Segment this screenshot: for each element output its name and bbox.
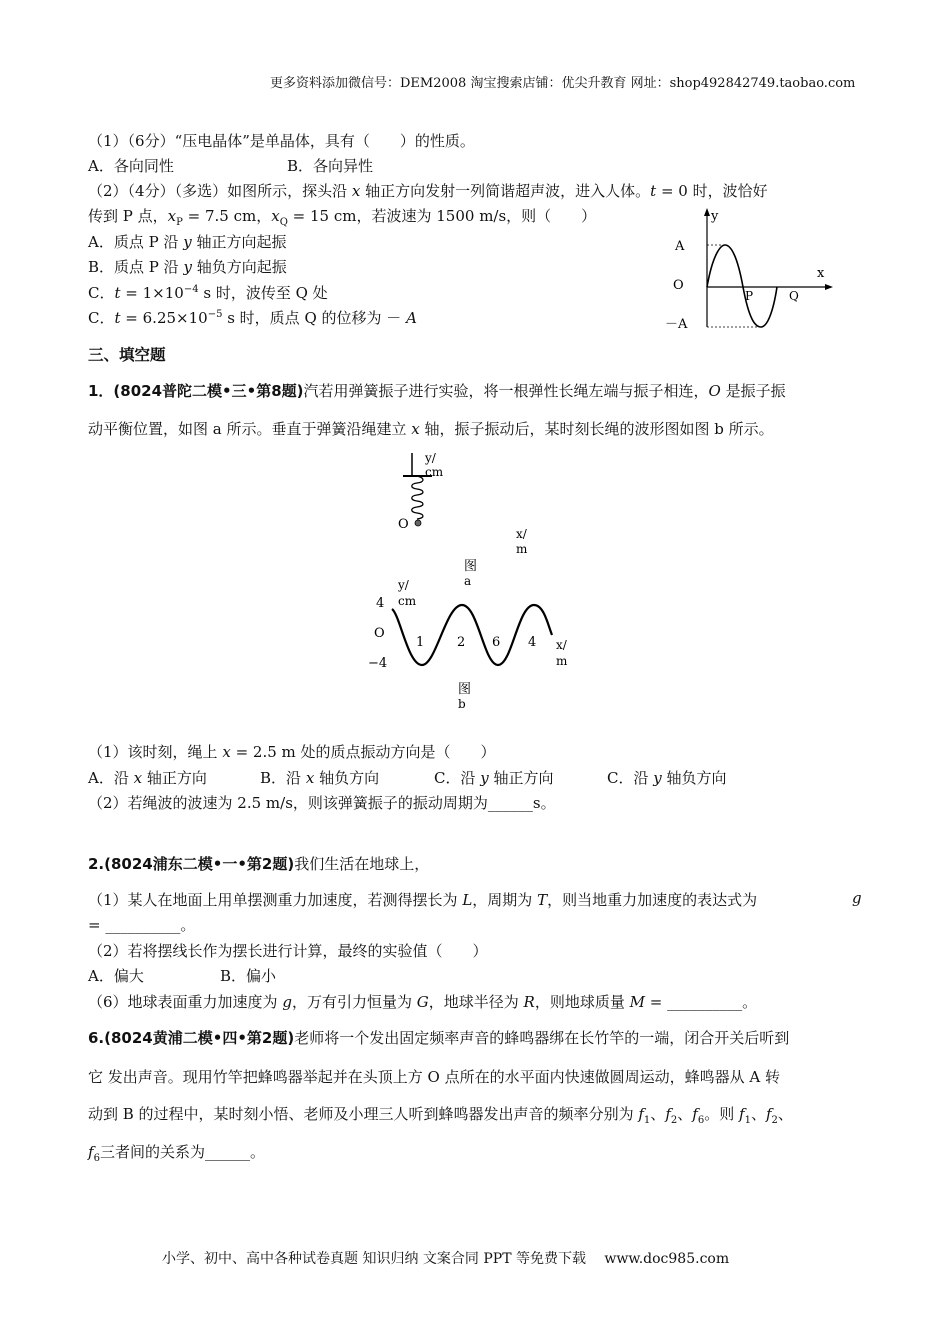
sine-wave [707,245,777,327]
p1-option-c: C．沿 y 轴正方向 [434,769,554,787]
svg-text:a: a [464,574,472,588]
p1-line1: 1．(8024普陀二模•三•第8题)汽若用弹簧振子进行实验，将一根弹性长绳左端与振子相连，O 是振子振 [88,382,786,400]
svg-text:b: b [458,697,466,711]
q2-option-d: C．$t = 6.25\times 10^{-5}$ s 时，质点 Q 的位移为 － A [88,309,417,327]
svg-text:y/: y/ [425,451,436,465]
svg-text:cm: cm [425,465,444,479]
svg-text:m: m [556,654,568,668]
svg-text:y/: y/ [398,578,409,592]
figure-b-rope-wave [368,575,578,715]
p2-sub3: （6）地球表面重力加速度为 g，万有引力恒量为 G，地球半径为 R，则地球质量 M = __________。 [88,993,758,1011]
svg-text:cm: cm [398,594,417,608]
p1-option-b: B．沿 x 轴负方向 [260,769,380,787]
figb-caption: 图 [458,682,472,697]
svg-text:x/: x/ [556,638,567,652]
figb-xtick-2: 2 [457,635,466,650]
point-q-label: Q [789,289,799,303]
page-footer: 小学、初中、高中各种试卷真题 知识归纳 文案合同 PPT 等免费下载 www.doc985.com [162,1251,730,1267]
neg-a-label: －A [665,317,688,332]
figb-xtick-4: 4 [528,635,537,650]
p1-sub1: （1）该时刻，绳上 x = 2.5 m 处的质点振动方向是（ ） [88,743,496,761]
x-label: x [817,266,825,281]
figb-xtick-3: 6 [492,635,501,650]
section-title: 三、填空题 [88,346,166,364]
p1-option-d: C．沿 y 轴负方向 [607,769,727,787]
page-header: 更多资料添加微信号：DEM2008 淘宝搜索店铺：优尖升教育 网址：shop492842749.taobao.com [270,76,856,91]
q2-option-a: A．质点 P 沿 y 轴正方向起振 [88,233,287,251]
p2-sub1-g: g [852,889,862,907]
p2-heading: 2.(8024浦东二模•一•第2题)我们生活在地球上， [88,855,430,873]
p2-sub2: （2）若将摆线长作为摆长进行计算，最终的实验值（ ） [88,942,488,960]
q2-option-b: B．质点 P 沿 y 轴负方向起振 [88,258,287,276]
p2-sub1-line1: （1）某人在地面上用单摆测重力加速度，若测得摆长为 L，周期为 T，则当地重力加速度的表达式为 [88,891,758,909]
p1-sub2: （2）若绳波的波速为 2.5 m/s，则该弹簧振子的振动周期为______s。 [88,794,556,812]
q2-option-c: C．$t = 1\times 10^{-4}$ s 时，波传至 Q 处 [88,284,328,302]
wave-figure-ultrasound [665,205,845,335]
y-axis-arrow [704,208,710,216]
figb-tick-4: 4 [376,596,385,611]
q1-stem: （1）（6分）“压电晶体”是单晶体，具有（ ）的性质。 [88,132,475,150]
spring-coil [412,476,423,519]
p2-sub1-line2: = __________。 [88,916,196,934]
point-p-label: P [745,289,754,303]
figa-origin: O [398,517,409,532]
p6-line1: 6.(8024黄浦二模•四•第2题)老师将一个发出固定频率声音的蜂鸣器绑在长竹竿的一端，闭合开关后听到 [88,1029,790,1047]
p1-option-a: A．沿 x 轴正方向 [88,769,207,787]
p2-option-a: A．偏大 [88,967,144,985]
figb-origin: O [374,626,385,641]
figa-caption: 图 [464,559,478,574]
x-axis-arrow [825,284,833,290]
p1-line2: 动平衡位置，如图 a 所示。垂直于弹簧沿绳建立 x 轴，振子振动后，某时刻长绳的波形图如图 b 所示。 [88,420,774,438]
origin-label: O [673,278,684,293]
figb-xtick-1: 1 [416,635,425,650]
svg-text:m: m [516,542,528,556]
q2-stem-line2: 传到 P 点，$x_P = 7.5$ cm，$x_Q = 15$ cm，若波速为 1500 m/s，则（ ） [88,207,597,228]
svg-text:x/: x/ [516,527,527,541]
q1-option-a: A．各向同性 [88,157,174,175]
y-label: y [711,209,719,224]
q1-option-b: B．各向异性 [287,157,374,175]
figb-tick-neg4: −4 [368,656,388,671]
p6-line4: $f_6$三者间的关系为______。 [88,1143,265,1164]
q2-stem-line1: （2）（4分）（多选）如图所示，探头沿 x 轴正方向发射一列简谐超声波，进入人体。t = 0 时，波恰好 [88,182,768,200]
p6-line3: 动到 B 的过程中，某时刻小悟、老师及小理三人听到蜂鸣器发出声音的频率分别为 $f_1$、$f_2$、$f_6$。则 $f_1$、$f_2$、 [88,1105,793,1126]
a-label: A [675,239,685,254]
p2-option-b: B．偏小 [220,967,277,985]
p6-line2: 它 发出声音。现用竹竿把蜂鸣器举起并在头顶上方 O 点所在的水平面内快速做圆周运动，蜂鸣器从 A 转 [88,1068,780,1086]
oscillator-mass [415,520,421,526]
